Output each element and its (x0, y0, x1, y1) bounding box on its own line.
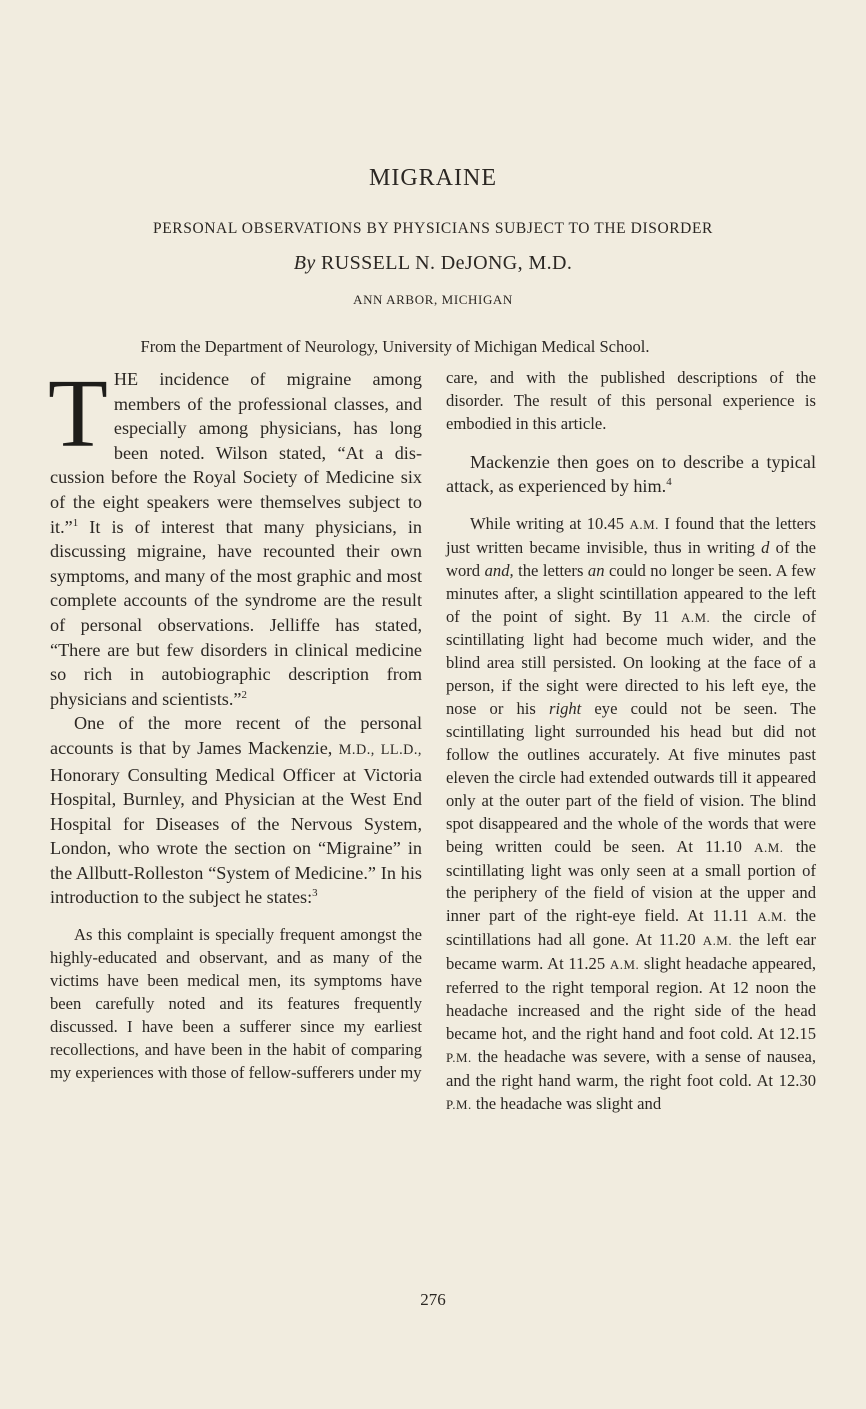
degrees: M.D., LL.D., (338, 741, 422, 758)
author-prefix: By (293, 252, 316, 274)
right-column (446, 367, 816, 1116)
attack-quote: While writing at 10.45 A.M. I found that the letters just written became invisible, thus in writing d of the word and, the letters an could no longer be seen. A few minutes after, a slight scintillation appeared to the left of the point of sight. By 11 A.M. the circle of scintillating light had become much wider, and the blind area still persisted. On looking at the face of a person, if the sight were directed to his left eye, the nose or his right eye could not be seen. The scintillating light surrounded his head but did not follow the outlines accurately. At five minutes past eleven the circle had extended outwards till it appeared only at the outer part of the field of vision. The blind spot disappeared and the whole of the words that were being written could be seen. At 11.10 A.M. the scintillating light was only seen at a small portion of the periphery of the field of vision at the upper and inner part of the right-eye field. At 11.11 A.M. the scintillations had all gone. At 11.20 A.M. the left ear became warm. At 11.25 A.M. slight headache appeared, referred to the right temporal region. At 12 noon the headache increased and the right side of the head became hot, and the right hand and foot cold. At 12.15 P.M. the headache was severe, with a sense of nausea, and the right hand warm, the right foot cold. At 12.30 P.M. the headache was slight and (446, 513, 817, 1113)
footnote-ref: 2 (241, 688, 247, 701)
page-number: 276 (420, 1290, 446, 1309)
left-column (48, 360, 422, 1084)
intro-paragraph: THE incidence of migraine among members of the professional classes, and especially among physicians, has long been noted. Wilson stated, “At a discussion before the Royal Society of Medicine six of the eight speakers were themselves subject to it.”$^1$ It is of interest that many physicians, in discussing migraine, have recounted their own symptoms, and many of the most graphic and most complete accounts of the syndrome are the result of personal observations. Jelliffe has stated, “There are but few disorders in clinical medicine so rich in autobiographic description from physicians and scientists.”$^2$ (48, 360, 422, 709)
footnote-ref: 1 (72, 516, 79, 529)
drop-cap: T (48, 360, 108, 468)
attack-intro-paragraph: Mackenzie then goes on to describe a typical attack, as experienced by him.$^4$ (446, 451, 816, 497)
department-note: From the Department of Neurology, University of Michigan Medical School. (140, 337, 650, 356)
mackenzie-paragraph: One of the more recent of the personal accounts is that by James Mackenzie, M.D., LL.D., Honorary Consulting Medical Officer at Victoria Hospital, Burnley, and Physician at the West End Hospital for Diseases of the Nervous System, London, who wrote the section on “Migraine” in the Allbutt-Rolleston “System of Medicine.” In his introduction to the subject he states:$^3$ (50, 713, 422, 908)
block-quote-continued: care, and with the published descriptions of the disorder. The result of this personal experience is embodied in this article. (446, 368, 816, 433)
article-title: MIGRAINE (369, 165, 497, 191)
author-line (0, 252, 866, 275)
footnote-ref: 4 (666, 476, 672, 489)
article-subtitle: PERSONAL OBSERVATIONS BY PHYSICIANS SUBJECT TO THE DISORDER (153, 220, 713, 237)
author-location: ANN ARBOR, MICHIGAN (353, 292, 513, 307)
author-name: RUSSELL N. DeJONG, M.D. (321, 252, 573, 274)
block-quote: As this complaint is specially frequent amongst the highly-educated and observant, and as many of the victims have been medical men, its symptoms have been carefully noted and its features frequently discussed. I have been a sufferer since my earliest recollections, and have been in the habit of comparing my experiences with those of fellow-sufferers under my (50, 925, 422, 1082)
footnote-ref: 3 (312, 887, 318, 900)
